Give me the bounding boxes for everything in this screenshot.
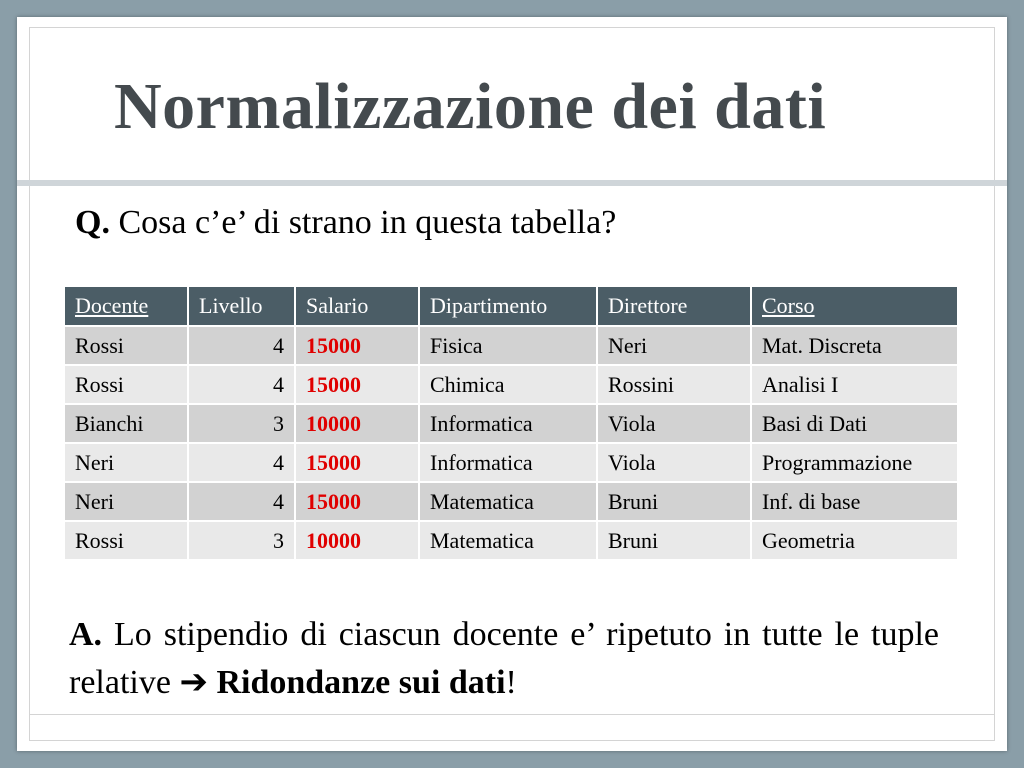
- header-salario: Salario: [295, 286, 419, 326]
- header-livello: Livello: [188, 286, 295, 326]
- cell-direttore: Bruni: [597, 521, 751, 560]
- question-text: Cosa c’e’ di strano in questa tabella?: [118, 204, 617, 241]
- data-table: [63, 285, 959, 561]
- table-row: [64, 521, 958, 560]
- cell-docente: Rossi: [64, 365, 188, 404]
- cell-salario: 15000: [295, 482, 419, 521]
- header-direttore: Direttore: [597, 286, 751, 326]
- slide-title: Normalizzazione dei dati: [114, 70, 827, 143]
- header-docente: Docente: [64, 286, 188, 326]
- cell-corso: Mat. Discreta: [751, 326, 958, 365]
- cell-dipartimento: Matematica: [419, 482, 597, 521]
- cell-corso: Analisi I: [751, 365, 958, 404]
- question: [75, 201, 616, 245]
- cell-docente: Rossi: [64, 521, 188, 560]
- cell-livello: 4: [188, 443, 295, 482]
- cell-dipartimento: Informatica: [419, 404, 597, 443]
- cell-livello: 3: [188, 521, 295, 560]
- cell-salario: 15000: [295, 365, 419, 404]
- table-row: [64, 404, 958, 443]
- table-row: [64, 443, 958, 482]
- cell-salario: 10000: [295, 521, 419, 560]
- title-divider: [17, 180, 1007, 186]
- footer-divider: [29, 714, 995, 715]
- cell-direttore: Viola: [597, 404, 751, 443]
- cell-livello: 3: [188, 404, 295, 443]
- arrow-right-icon: ➔: [179, 664, 208, 701]
- cell-corso: Geometria: [751, 521, 958, 560]
- cell-salario: 15000: [295, 326, 419, 365]
- cell-docente: Neri: [64, 482, 188, 521]
- cell-livello: 4: [188, 482, 295, 521]
- slide: [17, 17, 1007, 751]
- cell-dipartimento: Chimica: [419, 365, 597, 404]
- cell-salario: 15000: [295, 443, 419, 482]
- table-row: [64, 482, 958, 521]
- table-row: [64, 326, 958, 365]
- cell-livello: 4: [188, 326, 295, 365]
- answer-tail: !: [505, 664, 517, 701]
- cell-direttore: Rossini: [597, 365, 751, 404]
- cell-docente: Rossi: [64, 326, 188, 365]
- cell-direttore: Bruni: [597, 482, 751, 521]
- cell-dipartimento: Matematica: [419, 521, 597, 560]
- table-header-row: [64, 286, 958, 326]
- answer-emphasis: Ridondanze sui dati: [216, 664, 506, 701]
- table-row: [64, 365, 958, 404]
- cell-salario: 10000: [295, 404, 419, 443]
- cell-dipartimento: Fisica: [419, 326, 597, 365]
- header-dipartimento: Dipartimento: [419, 286, 597, 326]
- cell-corso: Programmazione: [751, 443, 958, 482]
- answer-label: A.: [69, 616, 103, 653]
- cell-direttore: Neri: [597, 326, 751, 365]
- header-corso: Corso: [751, 286, 958, 326]
- cell-corso: Basi di Dati: [751, 404, 958, 443]
- cell-direttore: Viola: [597, 443, 751, 482]
- cell-docente: Neri: [64, 443, 188, 482]
- answer-text: Lo stipendio di ciascun docente e’ ripetuto in tutte le tuple relative: [69, 616, 940, 701]
- cell-docente: Bianchi: [64, 404, 188, 443]
- answer: [69, 611, 939, 707]
- cell-corso: Inf. di base: [751, 482, 958, 521]
- cell-dipartimento: Informatica: [419, 443, 597, 482]
- cell-livello: 4: [188, 365, 295, 404]
- question-label: Q.: [75, 204, 110, 241]
